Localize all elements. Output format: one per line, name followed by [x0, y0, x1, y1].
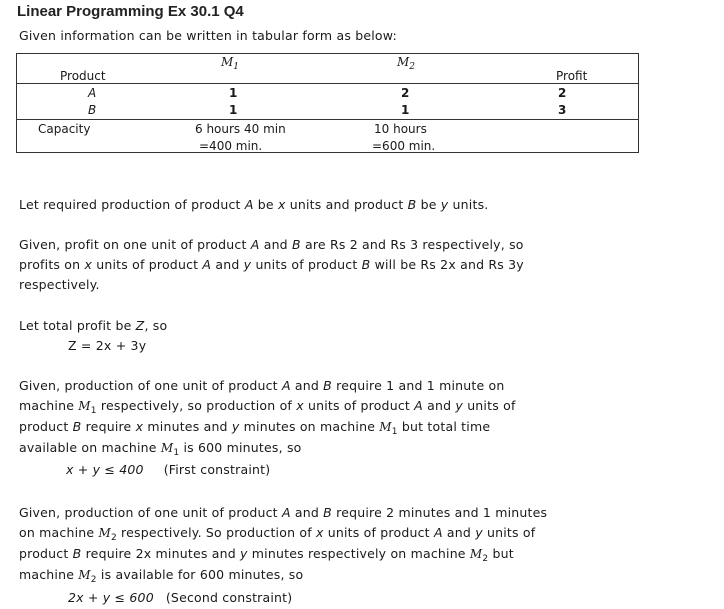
- header-profit: Profit: [556, 69, 588, 83]
- paragraph-3-line-1: Let total profit be Z, so: [19, 318, 168, 333]
- table-divider-header: [16, 83, 639, 84]
- objective-equation: Z = 2x + 3y: [68, 338, 147, 353]
- capacity-m1-line2: =400 min.: [199, 139, 263, 153]
- paragraph-5-line-2: on machine $M_2$ respectively. So production of x units of product A and y units of: [19, 525, 536, 543]
- paragraph-2-line-2: profits on x units of product A and y units of product B will be Rs 2x and Rs 3y: [19, 257, 524, 272]
- paragraph-4-line-1: Given, production of one unit of product A and B require 1 and 1 minute on: [19, 378, 505, 393]
- intro-text: Given information can be written in tabular form as below:: [19, 28, 397, 43]
- row-b-m2: 1: [401, 103, 410, 117]
- paragraph-4-line-2: machine $M_1$ respectively, so production of x units of product A and y units of: [19, 398, 516, 416]
- row-b-product: B: [88, 103, 97, 117]
- paragraph-2-line-1: Given, profit on one unit of product A and B are Rs 2 and Rs 3 respectively, so: [19, 237, 524, 252]
- header-m2: $M_2$: [397, 55, 416, 72]
- capacity-m1-line1: 6 hours 40 min: [195, 122, 286, 136]
- paragraph-5-line-3: product B require 2x minutes and y minutes respectively on machine $M_2$ but: [19, 546, 514, 564]
- header-product: Product: [60, 69, 106, 83]
- capacity-label: Capacity: [38, 122, 91, 136]
- page-title: Linear Programming Ex 30.1 Q4: [17, 3, 244, 20]
- row-a-product: A: [88, 86, 97, 100]
- table-divider-capacity: [16, 119, 639, 120]
- row-b-m1: 1: [229, 103, 238, 117]
- row-a-profit: 2: [558, 86, 567, 100]
- table-frame: [16, 53, 639, 153]
- paragraph-1: Let required production of product A be x units and product B be y units.: [19, 197, 489, 212]
- row-a-m1: 1: [229, 86, 238, 100]
- row-b-profit: 3: [558, 103, 567, 117]
- header-m1: $M_1$: [221, 55, 240, 72]
- paragraph-4-line-4: available on machine $M_1$ is 600 minutes, so: [19, 440, 302, 458]
- capacity-m2-line2: =600 min.: [372, 139, 436, 153]
- capacity-m2-line1: 10 hours: [374, 122, 427, 136]
- first-constraint: x + y ≤ 400 (First constraint): [66, 462, 271, 477]
- paragraph-5-line-1: Given, production of one unit of product A and B require 2 minutes and 1 minutes: [19, 505, 548, 520]
- second-constraint: 2x + y ≤ 600 (Second constraint): [68, 590, 293, 605]
- paragraph-4-line-3: product B require x minutes and y minutes on machine $M_1$ but total time: [19, 419, 491, 437]
- row-a-m2: 2: [401, 86, 410, 100]
- paragraph-5-line-4: machine $M_2$ is available for 600 minutes, so: [19, 567, 304, 585]
- paragraph-2-line-3: respectively.: [19, 277, 100, 292]
